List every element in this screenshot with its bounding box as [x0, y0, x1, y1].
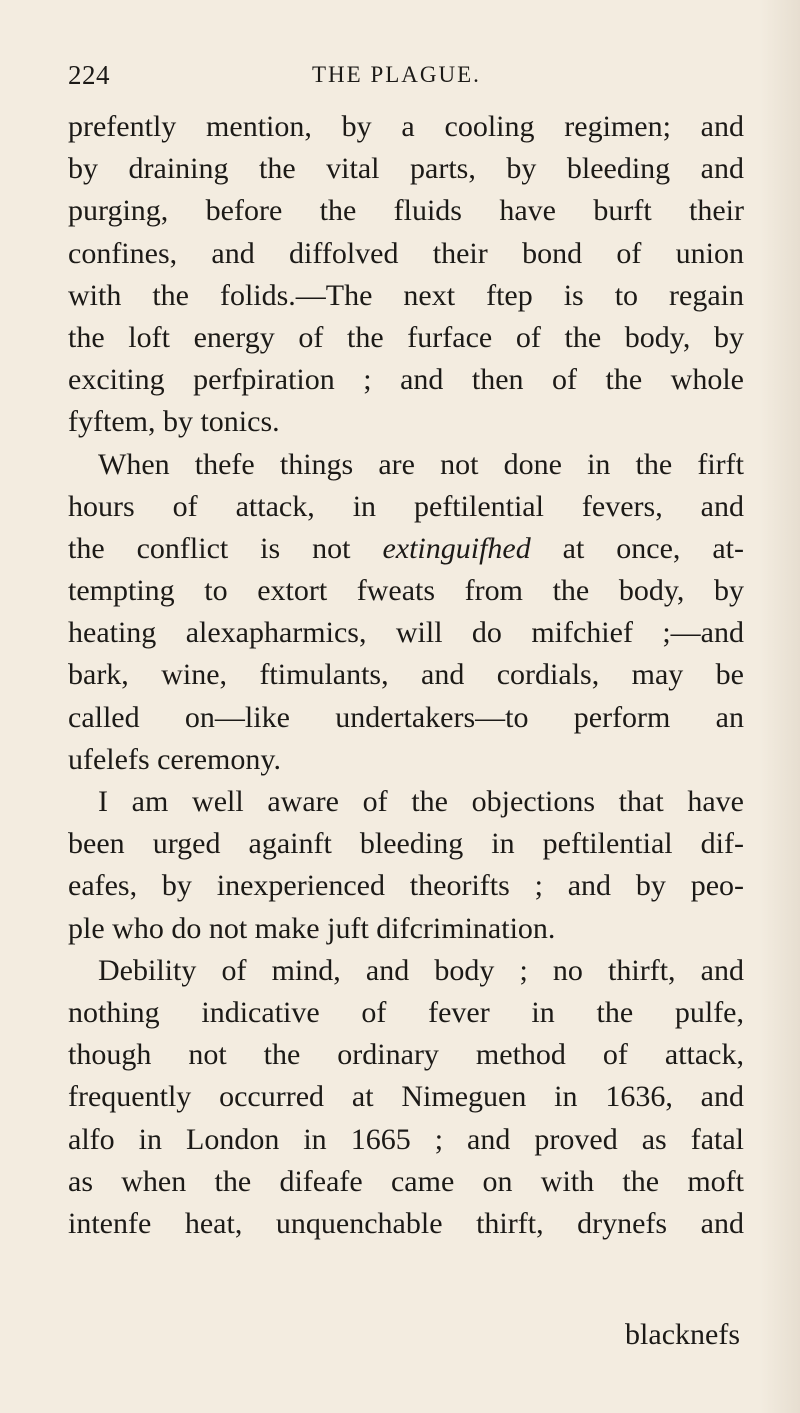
text-line: the conflict is not extinguifhed at once, at-	[68, 531, 745, 565]
text-line: frequently occurred at Nimeguen in 1636, and	[68, 1080, 744, 1114]
text-line: intenfe heat, unquenchable thirft, drynefs and	[68, 1206, 744, 1240]
text-line: eafes, by inexperienced theorifts ; and by peo-	[68, 869, 744, 903]
text-line: confines, and diffolved their bond of union	[68, 236, 744, 270]
text-line: by draining the vital parts, by bleeding and	[68, 152, 744, 186]
text-line: as when the difeafe came on with the moft	[68, 1164, 744, 1198]
text-line: Debility of mind, and body ; no thirft, and	[98, 953, 744, 987]
text-line: purging, before the fluids have burft their	[68, 194, 744, 228]
text-line: bark, wine, ftimulants, and cordials, may be	[68, 658, 744, 692]
italic-word: extinguifhed	[382, 531, 531, 565]
text-line: tempting to extort fweats from the body, by	[68, 574, 744, 608]
running-head: THE PLAGUE.	[312, 62, 481, 87]
text-line: the loft energy of the furface of the body, by	[68, 320, 744, 354]
text-line: nothing indicative of fever in the pulfe,	[68, 995, 744, 1029]
text-line: called on—like undertakers—to perform an	[68, 700, 744, 734]
text-line: I am well aware of the objections that have	[98, 785, 744, 818]
text-line: fyftem, by tonics.	[68, 405, 280, 439]
text-line: though not the ordinary method of attack,	[68, 1038, 744, 1072]
body-text	[68, 106, 744, 1245]
text-line: exciting perfpiration ; and then of the whole	[68, 363, 744, 397]
text-line: alfo in London in 1665 ; and proved as fatal	[68, 1122, 744, 1156]
text-line: hours of attack, in peftilential fevers, and	[68, 489, 744, 523]
text-line: ufelefs ceremony.	[68, 742, 281, 776]
text-line: with the folids.—The next ftep is to regain	[68, 278, 744, 312]
text-line: heating alexapharmics, will do mifchief ;—and	[68, 616, 744, 650]
page-number: 224	[68, 60, 110, 90]
text-line: been urged againft bleeding in peftilential dif-	[68, 827, 744, 861]
text-line: prefently mention, by a cooling regimen; and	[68, 110, 744, 143]
text-line: When thefe things are not done in the firft	[98, 447, 744, 481]
catchword: blacknefs	[625, 1318, 740, 1351]
page-header	[68, 60, 708, 100]
text-line: ple who do not make juft difcrimination.	[68, 911, 556, 945]
